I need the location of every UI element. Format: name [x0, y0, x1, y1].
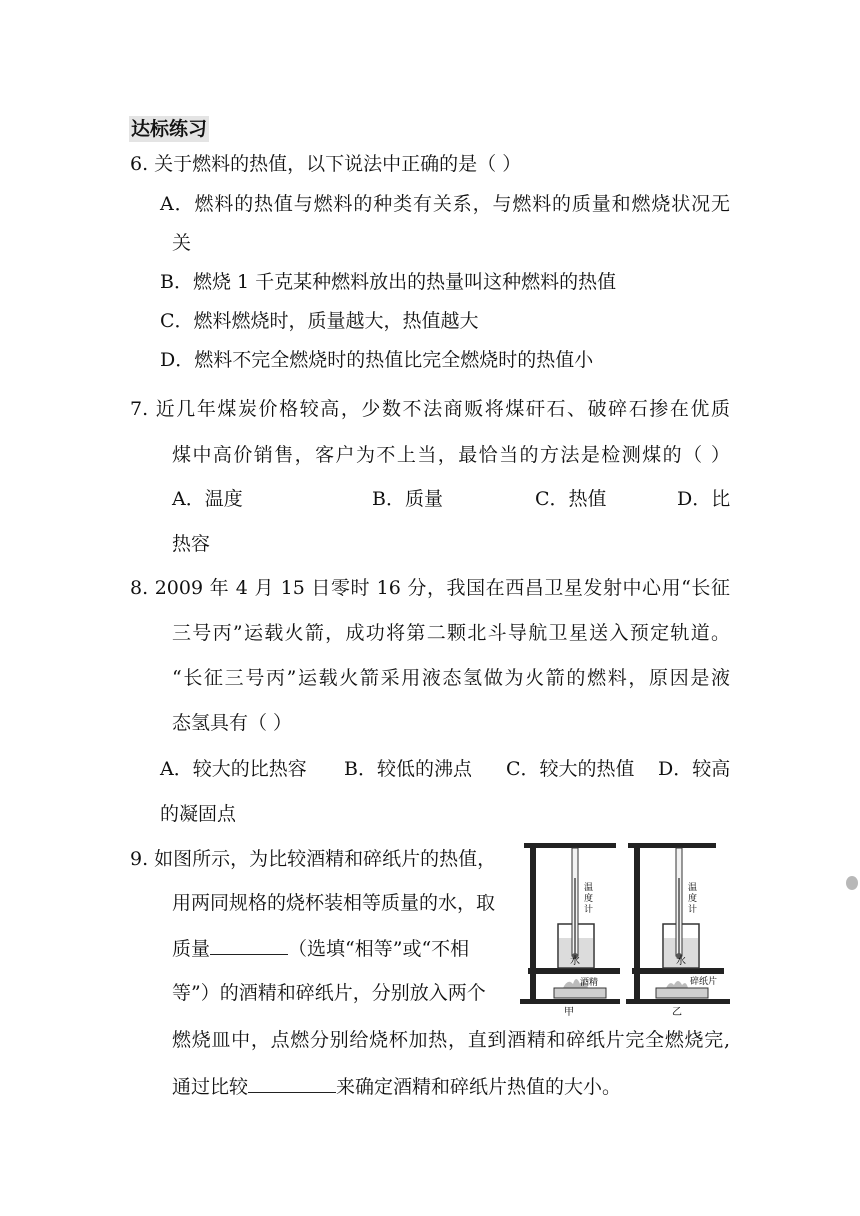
question-6-stem: 6. 关于燃料的热值，以下说法中正确的是（ ） — [130, 153, 522, 175]
question-9-line4: 等”）的酒精和碎纸片，分别放入两个 — [172, 982, 486, 1004]
margin-mark-icon — [846, 876, 858, 890]
question-9-line5: 燃烧皿中，点燃分别给烧杯加热，直到酒精和碎纸片完全燃烧完, — [172, 1029, 730, 1051]
caption-left: 甲 — [564, 1007, 574, 1018]
question-6-option-a-line2: 关 — [172, 232, 192, 254]
question-8-option-d-cont: 的凝固点 — [160, 803, 237, 825]
question-9-line2: 用两同规格的烧杯装相等质量的水，取 — [172, 892, 496, 914]
answer-blank-2[interactable] — [248, 1074, 336, 1093]
question-7-option-a: A．温度 — [172, 488, 243, 510]
question-6-option-a-line1: A．燃料的热值与燃料的种类有关系，与燃料的质量和燃烧状况无 — [160, 193, 730, 215]
thermometer-label-left-3: 计 — [584, 905, 594, 915]
answer-blank-1[interactable] — [210, 936, 288, 955]
question-8-line3: “长征三号丙”运载火箭采用液态氢做为火箭的燃料，原因是液 — [172, 667, 730, 689]
question-9-line3 — [172, 936, 469, 961]
burner-dish-right — [656, 988, 708, 998]
thermometer-label-right-3: 计 — [688, 905, 698, 915]
burner-dish-left — [554, 988, 606, 998]
question-7-line1: 7. 近几年煤炭价格较高，少数不法商贩将煤矸石、破碎石掺在优质 — [130, 398, 730, 420]
question-6-option-c: C．燃料燃烧时，质量越大，热值越大 — [160, 310, 479, 332]
question-6-option-b: B．燃烧 1 千克某种燃料放出的热量叫这种燃料的热值 — [160, 271, 617, 293]
question-9-line6-start: 通过比较 — [172, 1076, 249, 1098]
question-8-option-c: C．较大的热值 — [506, 758, 635, 780]
experiment-figure — [518, 838, 734, 1018]
question-7-option-d: D．比 — [677, 488, 731, 510]
question-7-option-d-cont: 热容 — [172, 533, 211, 555]
fuel-label-left: 酒精 — [580, 978, 599, 988]
fuel-label-right: 碎纸片 — [690, 977, 718, 987]
question-9-line1: 9. 如图所示，为比较酒精和碎纸片的热值， — [130, 848, 497, 870]
question-7-option-b: B．质量 — [372, 488, 443, 510]
question-8-line1: 8. 2009 年 4 月 15 日零时 16 分，我国在西昌卫星发射中心用“长征 — [130, 577, 730, 599]
caption-right: 乙 — [672, 1007, 682, 1018]
water-label-left: 水 — [570, 956, 580, 967]
thermometer-label-left-2: 度 — [584, 894, 594, 904]
question-9-line3-end: （选填“相等”或“不相 — [288, 938, 470, 960]
thermometer-label-right-1: 温 — [688, 883, 698, 893]
question-8-option-d: D．较高 — [658, 758, 731, 780]
question-8-line2: 三号丙”运载火箭，成功将第二颗北斗导航卫星送入预定轨道。 — [172, 622, 730, 644]
question-7-line2: 煤中高价销售，客户为不上当，最恰当的方法是检测煤的（ ） — [172, 444, 730, 466]
question-9-line6-end: 来确定酒精和碎纸片热值的大小。 — [336, 1076, 622, 1098]
question-8-option-b: B．较低的沸点 — [344, 758, 472, 780]
question-7-option-c: C．热值 — [535, 488, 607, 510]
question-9-line6 — [172, 1074, 621, 1099]
water-label-right: 水 — [676, 956, 686, 967]
question-9-line3-start: 质量 — [172, 938, 211, 960]
thermometer-label-left-1: 温 — [584, 883, 594, 893]
question-6-option-d: D．燃料不完全燃烧时的热值比完全燃烧时的热值小 — [160, 349, 594, 371]
section-title: 达标练习 — [131, 118, 208, 140]
question-8-option-a: A．较大的比热容 — [160, 758, 307, 780]
question-8-line4: 态氢具有（ ） — [172, 712, 293, 734]
thermometer-label-right-2: 度 — [688, 894, 698, 904]
